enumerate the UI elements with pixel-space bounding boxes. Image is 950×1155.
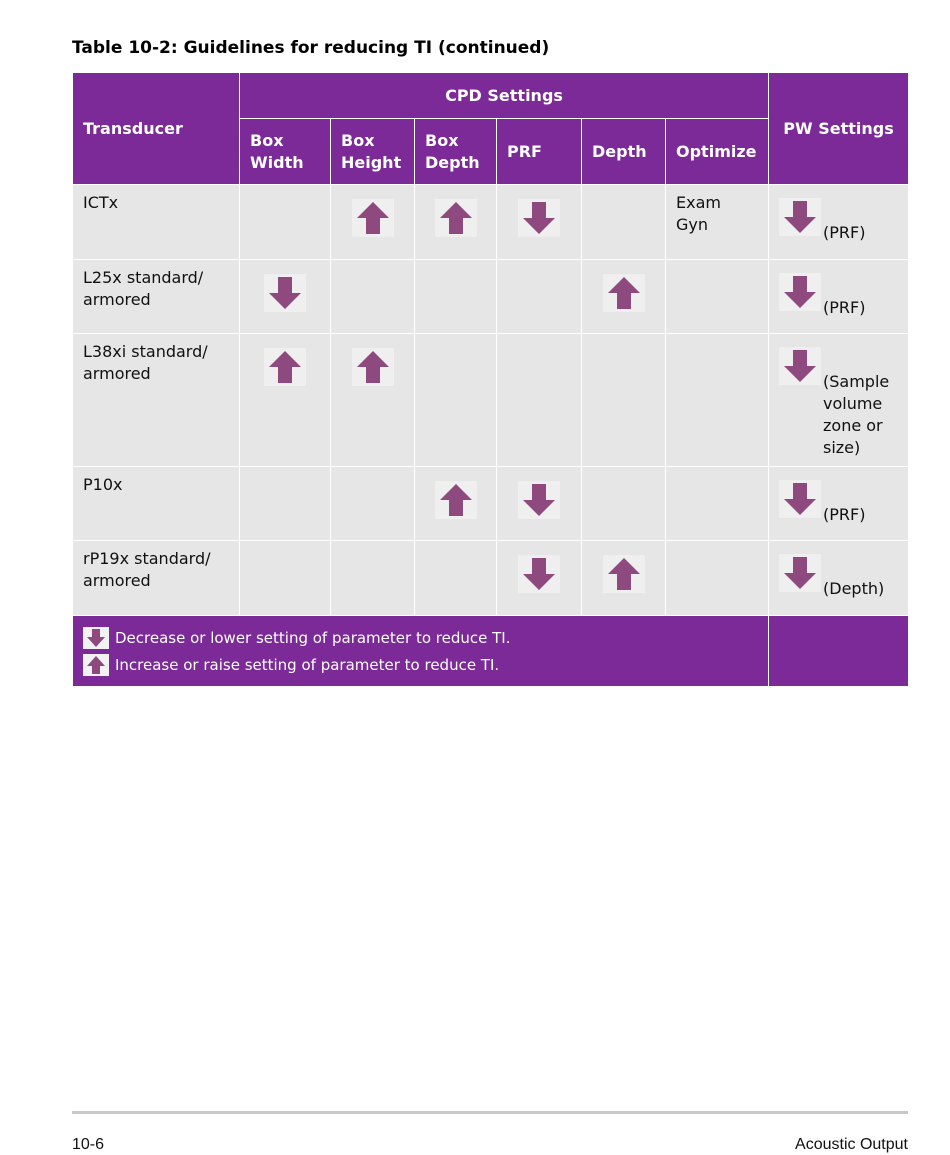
- table-row: [73, 467, 909, 541]
- cell-box-width: [240, 541, 331, 616]
- cell-pw-settings: [769, 334, 909, 467]
- cell-pw-settings: [769, 260, 909, 334]
- cell-box-depth: [415, 334, 497, 467]
- header-optimize: Optimize: [666, 119, 769, 185]
- arrow-up-icon: [264, 348, 306, 386]
- arrow-down-icon: [518, 481, 560, 519]
- header-prf: PRF: [497, 119, 582, 185]
- cell-pw-settings: [769, 467, 909, 541]
- legend-empty-cell: [769, 616, 909, 687]
- cell-transducer: P10x: [73, 467, 240, 541]
- section-title: Acoustic Output: [795, 1136, 908, 1153]
- cell-pw-settings: [769, 185, 909, 260]
- pw-settings-note: (PRF): [823, 505, 866, 524]
- cell-box-depth: [415, 467, 497, 541]
- arrow-down-icon: [779, 480, 821, 518]
- header-box-width: Box Width: [240, 119, 331, 185]
- cell-depth: [582, 467, 666, 541]
- cell-box-width: [240, 467, 331, 541]
- cell-prf: [497, 185, 582, 260]
- cell-transducer: ICTx: [73, 185, 240, 260]
- cell-box-height: [331, 185, 415, 260]
- cell-box-height: [331, 334, 415, 467]
- table-row: [73, 185, 909, 260]
- cell-pw-settings: [769, 541, 909, 616]
- cell-transducer: rP19x standard/ armored: [73, 541, 240, 616]
- legend: [73, 616, 769, 687]
- arrow-down-icon: [779, 347, 821, 385]
- pw-settings-note: (PRF): [823, 223, 866, 242]
- cell-depth: [582, 541, 666, 616]
- arrow-down-icon: [83, 627, 109, 649]
- cell-box-depth: [415, 185, 497, 260]
- ti-guidelines-table: [72, 72, 909, 687]
- header-pw-settings: PW Settings: [769, 73, 909, 185]
- cell-depth: [582, 185, 666, 260]
- cell-box-height: [331, 541, 415, 616]
- header-box-height: Box Height: [331, 119, 415, 185]
- arrow-up-icon: [435, 199, 477, 237]
- header-transducer: Transducer: [73, 73, 240, 185]
- cell-box-height: [331, 467, 415, 541]
- arrow-down-icon: [518, 555, 560, 593]
- cell-box-width: [240, 185, 331, 260]
- cell-box-height: [331, 260, 415, 334]
- pw-settings-note: (Sample volume zone or size): [823, 372, 890, 457]
- header-depth: Depth: [582, 119, 666, 185]
- arrow-down-icon: [518, 199, 560, 237]
- cell-transducer: L25x standard/ armored: [73, 260, 240, 334]
- cell-box-width: [240, 334, 331, 467]
- arrow-up-icon: [435, 481, 477, 519]
- arrow-up-icon: [603, 274, 645, 312]
- cell-optimize: [666, 467, 769, 541]
- table-caption: Table 10-2: Guidelines for reducing TI (continued): [72, 38, 550, 58]
- cell-prf: [497, 541, 582, 616]
- cell-prf: [497, 334, 582, 467]
- pw-settings-note: (Depth): [823, 579, 885, 598]
- arrow-down-icon: [779, 273, 821, 311]
- cell-prf: [497, 260, 582, 334]
- pw-settings-note: (PRF): [823, 298, 866, 317]
- arrow-up-icon: [352, 348, 394, 386]
- page-number: 10-6: [72, 1136, 105, 1153]
- table-row: [73, 541, 909, 616]
- cell-depth: [582, 260, 666, 334]
- arrow-up-icon: [83, 654, 109, 676]
- arrow-down-icon: [779, 198, 821, 236]
- arrow-up-icon: [352, 199, 394, 237]
- cell-optimize: [666, 334, 769, 467]
- cell-depth: [582, 334, 666, 467]
- cell-optimize: [666, 541, 769, 616]
- footer-divider: [72, 1111, 908, 1114]
- table-row: [73, 334, 909, 467]
- legend-decrease-text: Decrease or lower setting of parameter to reduce TI.: [115, 628, 511, 647]
- cell-optimize: Exam Gyn: [666, 185, 769, 260]
- cell-optimize: [666, 260, 769, 334]
- arrow-down-icon: [264, 274, 306, 312]
- table-row: [73, 260, 909, 334]
- header-cpd-settings: CPD Settings: [240, 73, 769, 119]
- legend-increase-text: Increase or raise setting of parameter to reduce TI.: [115, 655, 500, 674]
- arrow-up-icon: [603, 555, 645, 593]
- arrow-down-icon: [779, 554, 821, 592]
- cell-box-depth: [415, 541, 497, 616]
- cell-prf: [497, 467, 582, 541]
- header-box-depth: Box Depth: [415, 119, 497, 185]
- cell-box-depth: [415, 260, 497, 334]
- cell-transducer: L38xi standard/ armored: [73, 334, 240, 467]
- cell-box-width: [240, 260, 331, 334]
